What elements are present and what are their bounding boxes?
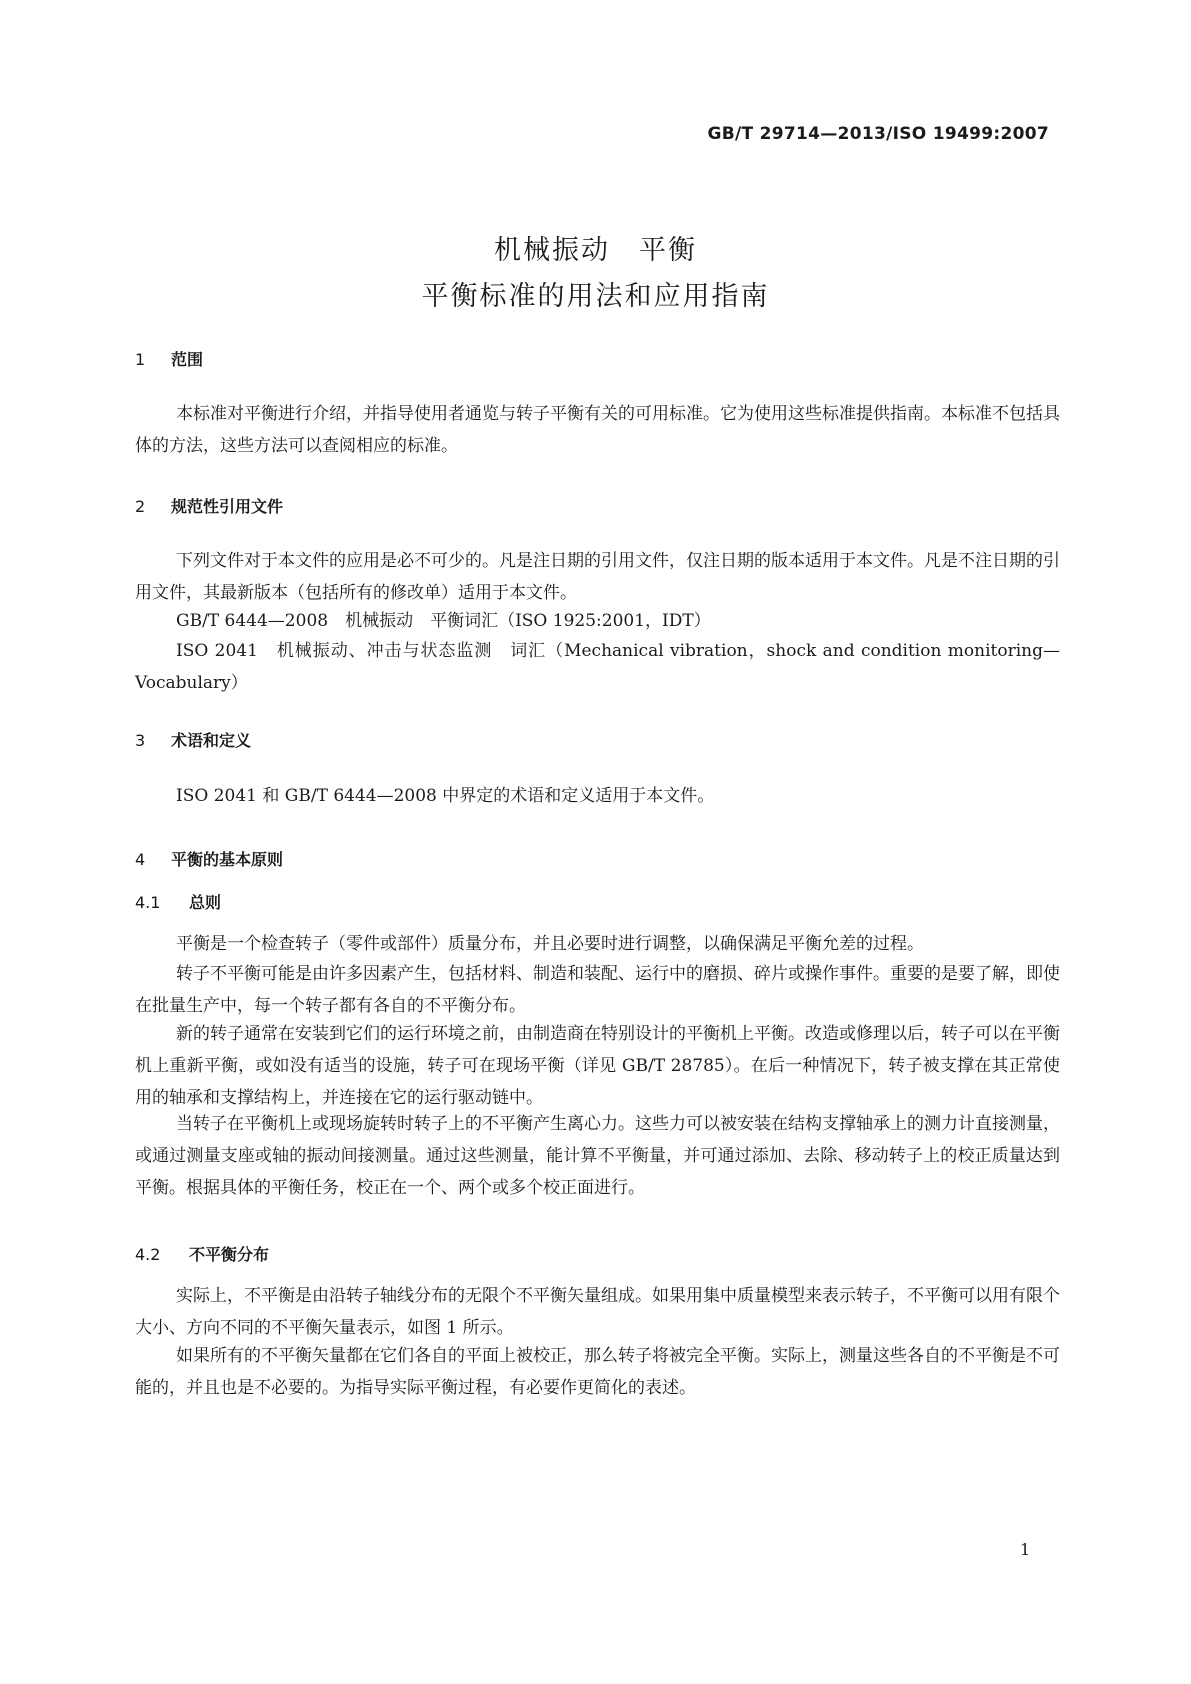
section-4-heading	[135, 847, 283, 870]
section-title: 平衡的基本原则	[171, 850, 284, 869]
section-number: 1	[135, 350, 146, 369]
paragraph: 平衡是一个检查转子（零件或部件）质量分布，并且必要时进行调整，以确保满足平衡允差的过程。	[176, 934, 924, 954]
reference-item: ISO 2041 机械振动、冲击与状态监测 词汇（Mechanical vibration，shock and condition monitoring—Vocabulary）	[135, 641, 1060, 693]
section-number: 4	[135, 850, 146, 869]
subsection-4-2-heading	[135, 1242, 269, 1265]
section-title: 总则	[189, 893, 222, 912]
section-title: 术语和定义	[171, 731, 252, 750]
document-subtitle: 平衡标准的用法和应用指南	[421, 281, 770, 312]
document-title: 机械振动 平衡	[494, 235, 697, 266]
section-number: 2	[135, 497, 146, 516]
paragraph: ISO 2041 和 GB/T 6444—2008 中界定的术语和定义适用于本文件。	[176, 786, 715, 806]
paragraph: 如果所有的不平衡矢量都在它们各自的平面上被校正，那么转子将被完全平衡。实际上，测量这些各自的不平衡是不可能的，并且也是不必要的。为指导实际平衡过程，有必要作更简化的表述。	[135, 1346, 1060, 1398]
reference-item: GB/T 6444—2008 机械振动 平衡词汇（ISO 1925:2001，IDT）	[176, 611, 711, 631]
section-number: 4.2	[135, 1245, 161, 1264]
paragraph: 实际上，不平衡是由沿转子轴线分布的无限个不平衡矢量组成。如果用集中质量模型来表示转子，不平衡可以用有限个大小、方向不同的不平衡矢量表示，如图 1 所示。	[135, 1286, 1060, 1338]
section-title: 不平衡分布	[189, 1245, 270, 1264]
section-title: 范围	[171, 350, 204, 369]
section-number: 4.1	[135, 893, 161, 912]
section-2-heading	[135, 494, 283, 517]
section-number: 3	[135, 731, 146, 750]
section-1-heading	[135, 347, 203, 370]
paragraph: 转子不平衡可能是由许多因素产生，包括材料、制造和装配、运行中的磨损、碎片或操作事件。重要的是要了解，即使在批量生产中，每一个转子都有各自的不平衡分布。	[135, 964, 1060, 1016]
standard-code: GB/T 29714—2013/ISO 19499:2007	[707, 124, 1049, 144]
section-3-heading	[135, 728, 251, 751]
page-number: 1	[1020, 1540, 1031, 1559]
subsection-4-1-heading	[135, 890, 221, 913]
paragraph: 下列文件对于本文件的应用是必不可少的。凡是注日期的引用文件，仅注日期的版本适用于本文件。凡是不注日期的引用文件，其最新版本（包括所有的修改单）适用于本文件。	[135, 551, 1060, 603]
paragraph: 本标准对平衡进行介绍，并指导使用者通览与转子平衡有关的可用标准。它为使用这些标准提供指南。本标准不包括具体的方法，这些方法可以查阅相应的标准。	[135, 404, 1060, 456]
paragraph: 当转子在平衡机上或现场旋转时转子上的不平衡产生离心力。这些力可以被安装在结构支撑轴承上的测力计直接测量，或通过测量支座或轴的振动间接测量。通过这些测量，能计算不平衡量，并可通过添加、去除、移动转子上的校正质量达到平衡。根据具体的平衡任务，校正在一个、两个或多个校正面进行。	[135, 1114, 1060, 1198]
section-title: 规范性引用文件	[171, 497, 284, 516]
paragraph: 新的转子通常在安装到它们的运行环境之前，由制造商在特别设计的平衡机上平衡。改造或修理以后，转子可以在平衡机上重新平衡，或如没有适当的设施，转子可在现场平衡（详见 GB/T 28785）。在后一种情况下，转子被支撑在其正常使用的轴承和支撑结构上，并连接在它的运行驱动链中。	[135, 1024, 1060, 1108]
